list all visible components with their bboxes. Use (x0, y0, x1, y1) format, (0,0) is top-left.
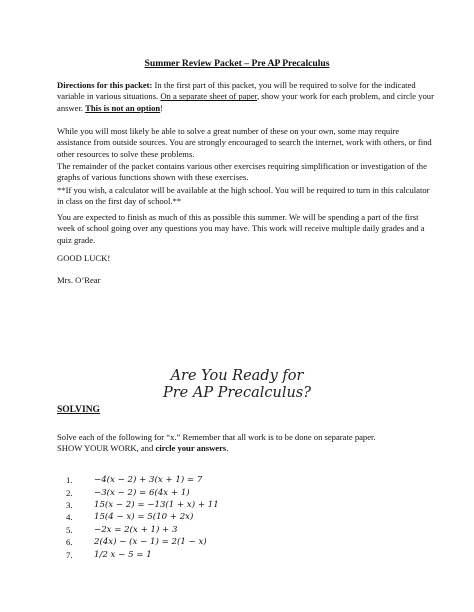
problem-equation: −3(x − 2) = 6(4x + 1) (94, 487, 190, 498)
solve-intro-text: SHOW YOUR WORK, and (57, 443, 156, 454)
problem-number: 1. (66, 475, 73, 486)
problem-number: 2. (66, 487, 73, 498)
directions-text-3: ! (160, 102, 164, 113)
solve-intro-line-1: Solve each of the following for “x.” Remember that all work is to be done on separate paper. (57, 432, 376, 442)
problem-number: 4. (66, 512, 73, 523)
problem-list (57, 474, 357, 561)
problem-item (57, 524, 357, 536)
section-heading-solving: SOLVING (57, 405, 100, 415)
directions-paragraph (57, 80, 435, 114)
directions-text-1: In the first part of this packet, you will be required to solve for the indicated variable in various situations. (57, 80, 416, 102)
solve-instructions (57, 432, 447, 455)
directions-label: Directions for this packet: (57, 80, 153, 90)
directions-emphasis: This is not an option (85, 102, 161, 113)
paragraph-expectations: You are expected to finish as much of this as possible this summer. We will be spending a part of the first week of school going over any questions you may have. This work will receive multiple daily grades and a quiz grade. (57, 212, 425, 245)
problem-equation: −2x = 2(x + 1) + 3 (94, 524, 178, 535)
paragraph-remainder: The remainder of the packet contains various other exercises requiring simplification or investigation of the graphs of various functions shown with these exercises. (57, 161, 427, 183)
ready-title-line-2: Pre AP Precalculus? (162, 385, 312, 401)
problem-item (57, 499, 357, 511)
directions-text-2: , show your work for each problem, and circle your answer. (57, 91, 434, 113)
good-luck-text: GOOD LUCK! (57, 253, 111, 263)
solve-intro-end: . (226, 443, 229, 454)
problem-item (57, 536, 357, 548)
problem-item (57, 511, 357, 523)
directions-underlined: On a separate sheet of paper (160, 91, 258, 102)
problem-number: 6. (66, 537, 73, 548)
signature: Mrs. O’Rear (57, 275, 101, 285)
document-title: Summer Review Packet – Pre AP Precalculus (144, 58, 330, 69)
problem-item (57, 548, 357, 560)
paragraph-calculator: **If you wish, a calculator will be available at the high school. You will be required to turn in this calculator in class on the first day of school.** (57, 185, 430, 207)
problem-equation: 15(4 − x) = 5(10 + 2x) (94, 512, 194, 523)
paragraph-outside-help: While you will most likely be able to solve a great number of these on your own, some may require assistance from outside sources. You are strongly encouraged to search the internet, work with others, or find other resources to solve these problems. (57, 126, 432, 159)
problem-equation: −4(x − 2) + 3(x + 1) = 7 (94, 475, 203, 486)
problem-number: 5. (66, 524, 73, 535)
problem-equation: 15(x − 2) = −13(1 + x) + 11 (94, 499, 219, 510)
solve-intro-emphasis: circle your answers (155, 443, 227, 454)
problem-number: 7. (66, 549, 73, 560)
problem-equation: 1/2 x − 5 = 1 (94, 549, 152, 560)
solve-intro-line-2 (57, 443, 447, 454)
problem-number: 3. (66, 499, 73, 510)
ready-title-line-1: Are You Ready for (170, 368, 304, 384)
problem-equation: 2(4x) − (x − 1) = 2(1 − x) (94, 537, 207, 548)
problem-item (57, 474, 357, 486)
problem-item (57, 486, 357, 498)
